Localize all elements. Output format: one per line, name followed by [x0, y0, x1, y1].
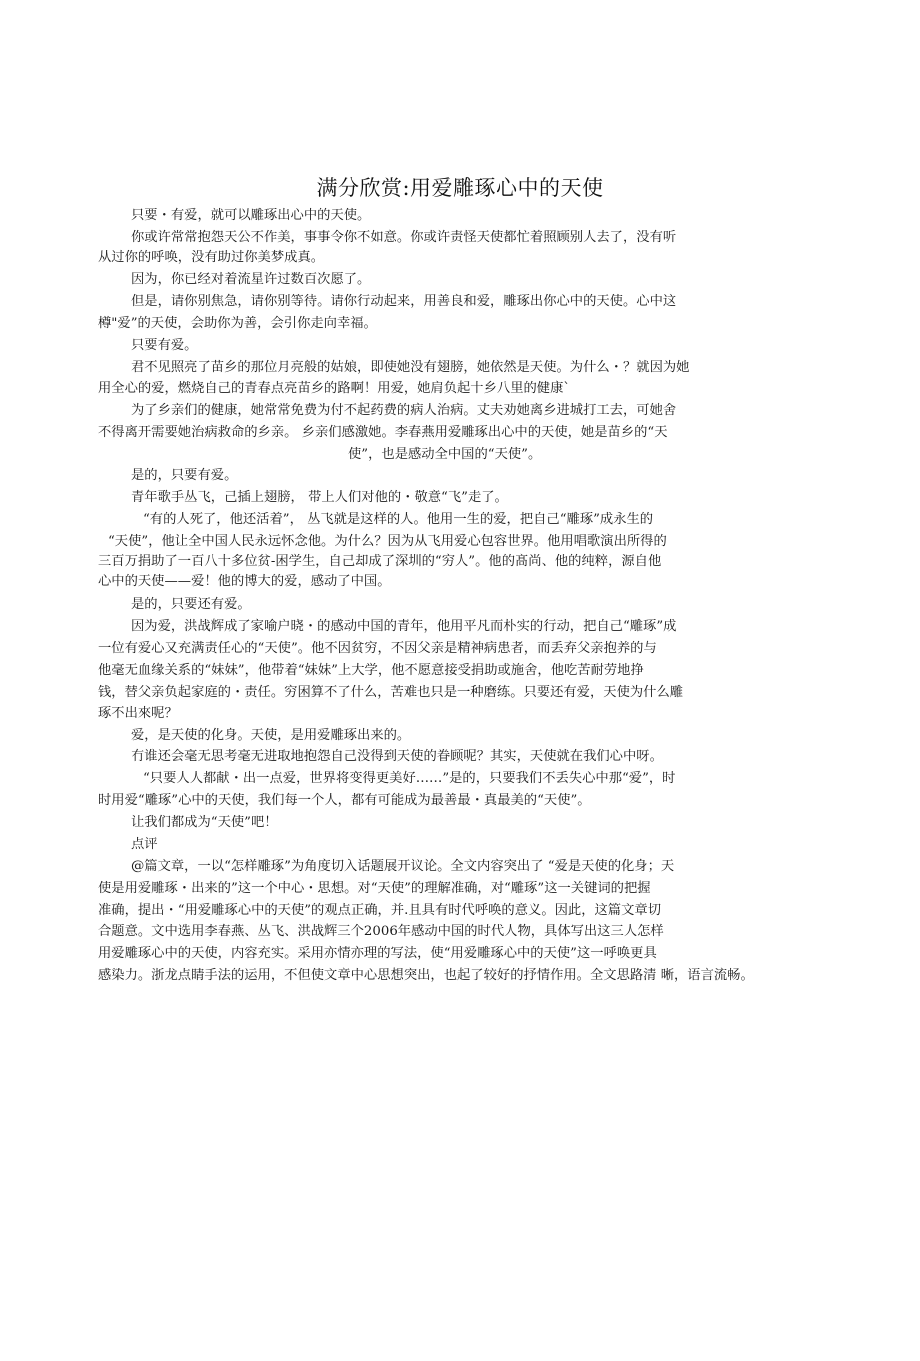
paragraph-line: “只要人人都献・出一点爱，世界将变得更美好……”是的，只要我们不丢失心中那“爱”，时: [143, 771, 676, 786]
paragraph-line: 因为爱，洪战辉成了家喻户晓・的感动中国的青年，他用平凡而朴实的行动，把自己“雕琢”成: [131, 619, 677, 634]
paragraph-line: 时用爱“雕琢”心中的天使，我们每一个人，都有可能成为最善最・真最美的“天使”。: [98, 793, 591, 808]
paragraph-line: 使”，也是感动全中国的“天使”。: [348, 447, 542, 462]
paragraph-line: 三百万捐助了一百八十多位贫-困学生，自己却成了深圳的“穷人”。他的髙尚、他的纯粹，源自他: [98, 554, 662, 569]
paragraph-line: 琢不出來呢？: [98, 706, 178, 721]
paragraph-line: 使是用爱雕琢・出来的”这一个中心・思想。对“天使”的理解准确，对“雕琢”这一关键词的把握: [98, 881, 651, 896]
paragraph-line: 樽"爱”的天使，会助你为善，会引你走向幸福。: [98, 316, 377, 331]
paragraph-line: “天使”，他让全中国人民永远怀念他。为什么？因为从飞用爱心包容世界。他用唱歌演出所得的: [108, 534, 667, 549]
paragraph-line: 用全心的爱，燃烧自己的青春点亮苗乡的路啊！用爱，她肩负起十乡八里的健康`: [98, 381, 571, 396]
paragraph-line: 只要・有爱，就可以雕琢出心中的天使。: [131, 208, 371, 223]
paragraph-line: 钱，替父亲负起家庭的・责任。穷困算不了什么，苦难也只是一种磨练。只要还有爱，天使为什么雕: [98, 685, 684, 700]
paragraph-line: 只要有爱。: [131, 338, 198, 353]
paragraph-line: 爱，是天使的化身。天使，是用爱雕琢出来的。: [131, 728, 411, 743]
paragraph-line: 因为，你已经对着流星许过数百次愿了。: [131, 272, 371, 287]
paragraph-line: 是的，只要有爱。: [131, 468, 238, 483]
comment-heading: 点评: [131, 837, 158, 852]
paragraph-line: @篇文章，一以“怎样雕琢”为角度切入话题展开议论。全文内容突出了 “爱是天使的化身；天: [131, 859, 675, 874]
paragraph-line: 心中的天使——爱！他的博大的爱，感动了中国。: [98, 574, 391, 589]
paragraph-line: 一位有爱心又充满责任心的“天使”。他不因贫穷，不因父亲是精神病患者，而丢弃父亲抱养的与: [98, 641, 657, 656]
paragraph-line: 为了乡亲们的健康，她常常免费为付不起药费的病人治病。丈夫劝她离乡进城打工去，可她舍: [131, 403, 677, 418]
paragraph-line: 准确，提出・“用爱雕琢心中的天使”的观点正确，并.且具有时代呼唤的意义。因此，这篇文章切: [98, 903, 661, 918]
paragraph-line: 用爱雕琢心中的天使，内容充实。采用亦情亦理的写法，使“用爱雕琢心中的天使”这一呼唤更具: [98, 946, 657, 961]
paragraph-line: 从过你的呼唤，没有助过你美梦成真。: [98, 250, 325, 265]
paragraph-line: 但是，请你别焦急，请你别等待。请你行动起来，用善良和爱，雕琢出你心中的天使。心中这: [131, 294, 677, 309]
paragraph-line: “有的人死了，他还活着”， 丛飞就是这样的人。他用一生的爱，把自己“雕琢”成永生的: [143, 512, 654, 527]
paragraph-line: 他毫无血缘关系的“妹妹”，他带着“妹妹”上大学，他不愿意接受捐助或施舍，他吃苦耐劳地挣: [98, 663, 644, 678]
paragraph-line: 冇谁还会毫无思考毫无进取地抱怨自己没得到天使的眷顾呢？其实，天使就在我们心中呀。: [131, 749, 663, 764]
document-title: 满分欣赏:用爱雕琢心中的天使: [316, 176, 604, 200]
paragraph-line: 君不见照亮了苗乡的那位月亮般的姑娘，即使她没有翅膀，她依然是天使。为什么・？就因为她: [131, 360, 690, 375]
paragraph-line: 不得离开需要她治病救命的乡亲。 乡亲们感激她。李春燕用爱雕琢出心中的天使，她是苗乡的“天: [98, 425, 668, 440]
paragraph-line: 感染力。浙龙点睛手法的运用，不但使文章中心思想突出，也起了较好的抒情作用。全文思路清 晰，语言流畅。: [98, 968, 754, 983]
paragraph-line: 是的，只要还有爱。: [131, 597, 251, 612]
paragraph-line: 让我们都成为“天使”吧！: [131, 815, 278, 830]
paragraph-line: 合题意。文中选用李春燕、丛飞、洪战辉三个2006年感动中国的时代人物，具体写出这三人怎样: [98, 924, 664, 939]
paragraph-line: 青年歌手丛飞，己插上翅膀， 带上人们对他的・敬意“飞”走了。: [131, 490, 508, 505]
paragraph-line: 你或许常常抱怨天公不作美，事事令你不如意。你或许责怪天使都忙着照顾别人去了，没有听: [131, 230, 677, 245]
